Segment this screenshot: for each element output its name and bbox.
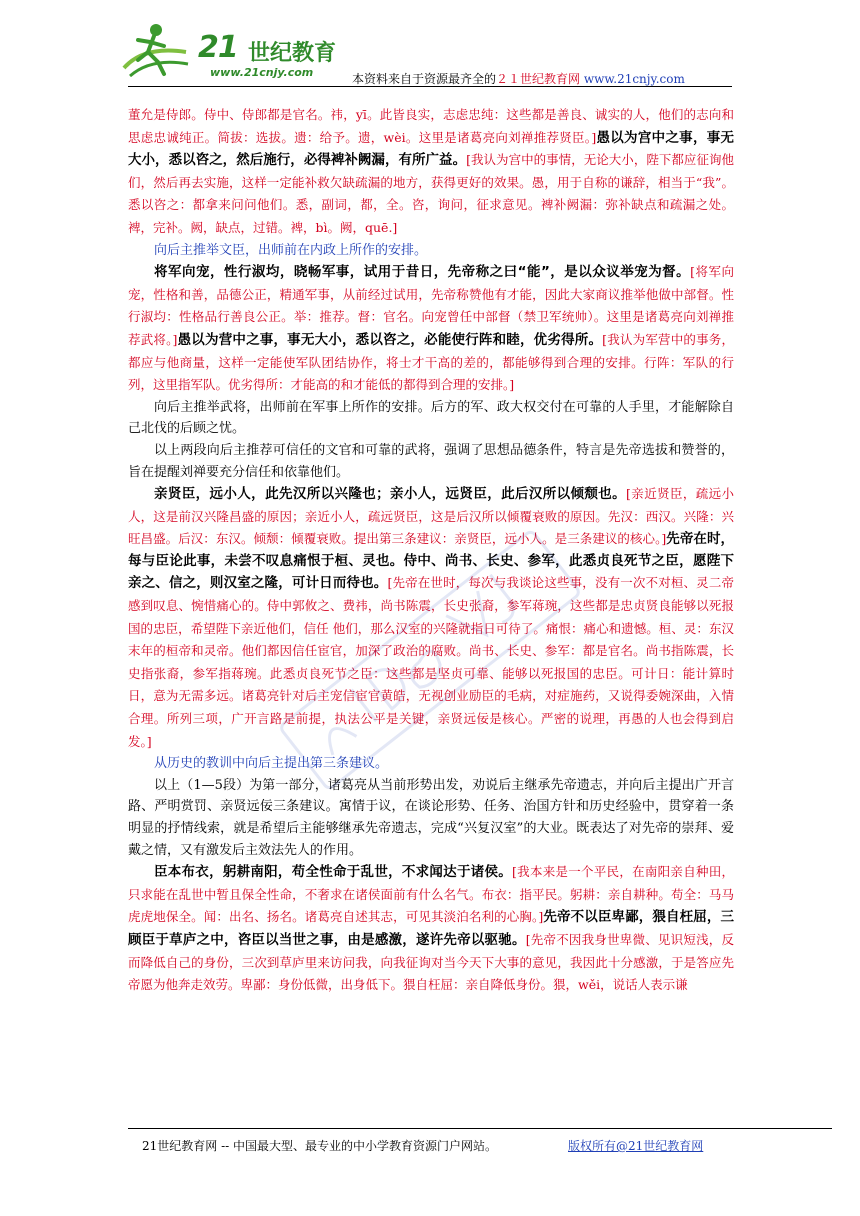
annotation-text: [先帝不因我身世卑微、见识短浅，反而降低自己的身份，三次到草庐里来访问我，向我征询对当今天下大事的意见，我因此十分感激，于是答应先帝愿为他奔走效劳。卑鄙：身份低微，出身低下。猥自枉屈：亲自降低身份。猥，wěi，说话人表示谦 <box>128 931 734 993</box>
original-text: 亲贤臣，远小人，此先汉所以兴隆也；亲小人，远贤臣，此后汉所以倾颓也。 <box>154 486 627 503</box>
summary-note: 向后主推举文臣，出师前在内政上所作的安排。 <box>154 242 428 258</box>
paragraph <box>128 775 734 861</box>
header-tagline <box>352 70 685 87</box>
annotation-text: 董允是侍郎。侍中、侍郎都是官名。祎，yī。此皆良实，志虑忠纯：这些都是善良、诚实的人，他们的志向和思虑忠诚纯正。简拔：选拔。遗：给予。遗，wèi。这里是诸葛亮向刘禅推荐贤臣。] <box>128 107 734 145</box>
paragraph <box>128 861 734 997</box>
original-text: 愚以为宫中之事，事无大小，悉以咨之，然后施行，必得裨补阙漏，有所广益。 <box>128 129 734 169</box>
original-text: 先帝在时，每与臣论此事，未尝不叹息痛恨于桓、灵也。侍中、尚书、长史、参军，此悉贞良死节之臣，愿陛下亲之、信之，则汉室之隆，可计日而待也。 <box>128 531 734 592</box>
analysis-text: 以上（1—5段）为第一部分，诸葛亮从当前形势出发，劝说后主继承先帝遗志，并向后主提出广开言路、严明赏罚、亲贤远佞三条建议。寓情于议，在谈论形势、任务、治国方针和历史经验中，贯穿着一条明显的抒情线索，就是希望后主能够继承先帝遗志，完成“兴复汉室”的大业。既表达了对先帝的崇拜、爱戴之情，又有激发后主效法先人的作用。 <box>128 777 734 858</box>
annotation-text: [我认为宫中的事情，无论大小，陛下都应征询他们，然后再去实施，这样一定能补救欠缺疏漏的地方，获得更好的效果。愚，用于自称的谦辞，相当于“我”。悉以咨之：都拿来问问他们。悉，副词，都，全。咨，询问，征求意见。裨补阙漏：弥补缺点和疏漏之处。裨，完补。阙，缺点，过错。裨，bì。阙，quē.] <box>128 152 734 235</box>
analysis-text: 以上两段向后主推荐可信任的文官和可靠的武将，强调了思想品德条件，特言是先帝选拔和赞誉的，旨在提醒刘禅要充分信任和依靠他们。 <box>128 442 734 480</box>
logo-url: www.21cnjy.com <box>210 66 314 79</box>
original-text: 先帝不以臣卑鄙，猥自枉屈，三顾臣于草庐之中，咨臣以当世之事，由是感激，遂许先帝以驱驰。 <box>128 909 734 948</box>
analysis-text: 向后主推举武将，出师前在军事上所作的安排。后方的军、政大权交付在可靠的人手里，才能解除自己北伐的后顾之忧。 <box>128 399 734 437</box>
paragraph <box>128 261 734 397</box>
tagline-prefix: 本资料来自于资源最齐全的 <box>352 72 497 86</box>
paragraph <box>128 240 734 262</box>
document-body <box>128 104 734 997</box>
original-text: 臣本布衣，躬耕南阳，苟全性命于乱世，不求闻达于诸侯。 <box>154 864 513 881</box>
summary-note: 从历史的教训中向后主提出第三条建议。 <box>154 756 389 772</box>
annotation-text: [亲近贤臣，疏远小人，这是前汉兴隆昌盛的原因；亲近小人，疏远贤臣，这是后汉所以倾覆衰败的原因。先汉：西汉。兴隆：兴旺昌盛。后汉：东汉。倾颓：倾覆衰败。提出第三条建议：亲贤臣，远小人。是三条建议的核心。] <box>128 486 734 547</box>
tagline-site[interactable]: ２１世纪教育网 <box>496 72 581 86</box>
running-figure-logo-icon <box>120 22 190 84</box>
annotation-text: [先帝在世时，每次与我谈论这些事，没有一次不对桓、灵二帝感到叹息、惋惜痛心的。侍中郭攸之、费祎，尚书陈震，长史张裔，参军蒋琬，这些都是忠贞贤良能够以死报国的忠臣，希望陛下亲近他们，信任 他们，那么汉室的兴隆就指日可待了。痛恨：痛心和遗憾。桓、灵：东汉末年的桓帝和灵帝。他们都因信任宦官，加深了政治的腐败。尚书、长史、参军：都是官名。尚书指陈震，长史指张裔，参军指蒋琬。此悉贞良死节之臣：这些都是坚贞可靠、能够以死报国的忠臣。可计日：能计算时日，意为无需多远。诸葛亮针对后主宠信宦官黄皓，无视创业励臣的毛病，对症施药，又说得委婉深曲，入情合理。所列三项，广开言路是前提，执法公平是关键，亲贤远佞是核心。严密的说理，再愚的人也会得到启发。] <box>128 575 734 749</box>
original-text: 将军向宠，性行淑均，晓畅军事，试用于昔日，先帝称之曰“能”，是以众议举宠为督。 <box>154 264 691 281</box>
page-header <box>0 0 860 100</box>
paragraph <box>128 104 734 240</box>
footer-text: 21世纪教育网 -- 中国最大型、最专业的中小学教育资源门户网站。 <box>142 1139 498 1153</box>
original-text: 愚以为营中之事，事无大小，悉以咨之，必能使行阵和睦，优劣得所。 <box>177 331 603 348</box>
tagline-url[interactable]: www.21cnjy.com <box>583 72 685 86</box>
paragraph <box>128 397 734 440</box>
footer-divider <box>128 1128 832 1129</box>
header-divider <box>128 86 732 87</box>
annotation-text: [我本来是一个平民，在南阳亲自种田，只求能在乱世中暂且保全性命，不奢求在诸侯面前有什么名气。布衣：指平民。躬耕：亲自耕种。苟全：马马虎虎地保全。闻：出名、扬名。诸葛亮自述其志，可见其淡泊名利的心胸。] <box>128 864 734 925</box>
paragraph <box>128 440 734 483</box>
copyright-link[interactable]: 版权所有@21世纪教育网 <box>568 1139 704 1153</box>
paragraph <box>128 753 734 775</box>
logo-text: 世纪教育 <box>248 41 337 66</box>
annotation-text: [我认为军营中的事务，都应与他商量，这样一定能使军队团结协作，将士才干高的差的，都能够得到合理的安排。行阵：军队的行列，这里指军队。优劣得所：才能高的和才能低的都得到合理的安排。] <box>128 331 734 393</box>
paragraph <box>128 483 734 753</box>
logo-number: 21 <box>198 30 238 65</box>
site-logo[interactable] <box>120 22 360 84</box>
annotation-text: [将军向宠，性格和善，品德公正，精通军事，从前经过试用，先帝称赞他有才能，因此大家商议推举他做中部督。性行淑均：性格品行善良公正。举：推荐。督：官名。向宠曾任中部督（禁卫军统帅）。这里是诸葛亮向刘禅推荐武将。] <box>128 264 734 347</box>
